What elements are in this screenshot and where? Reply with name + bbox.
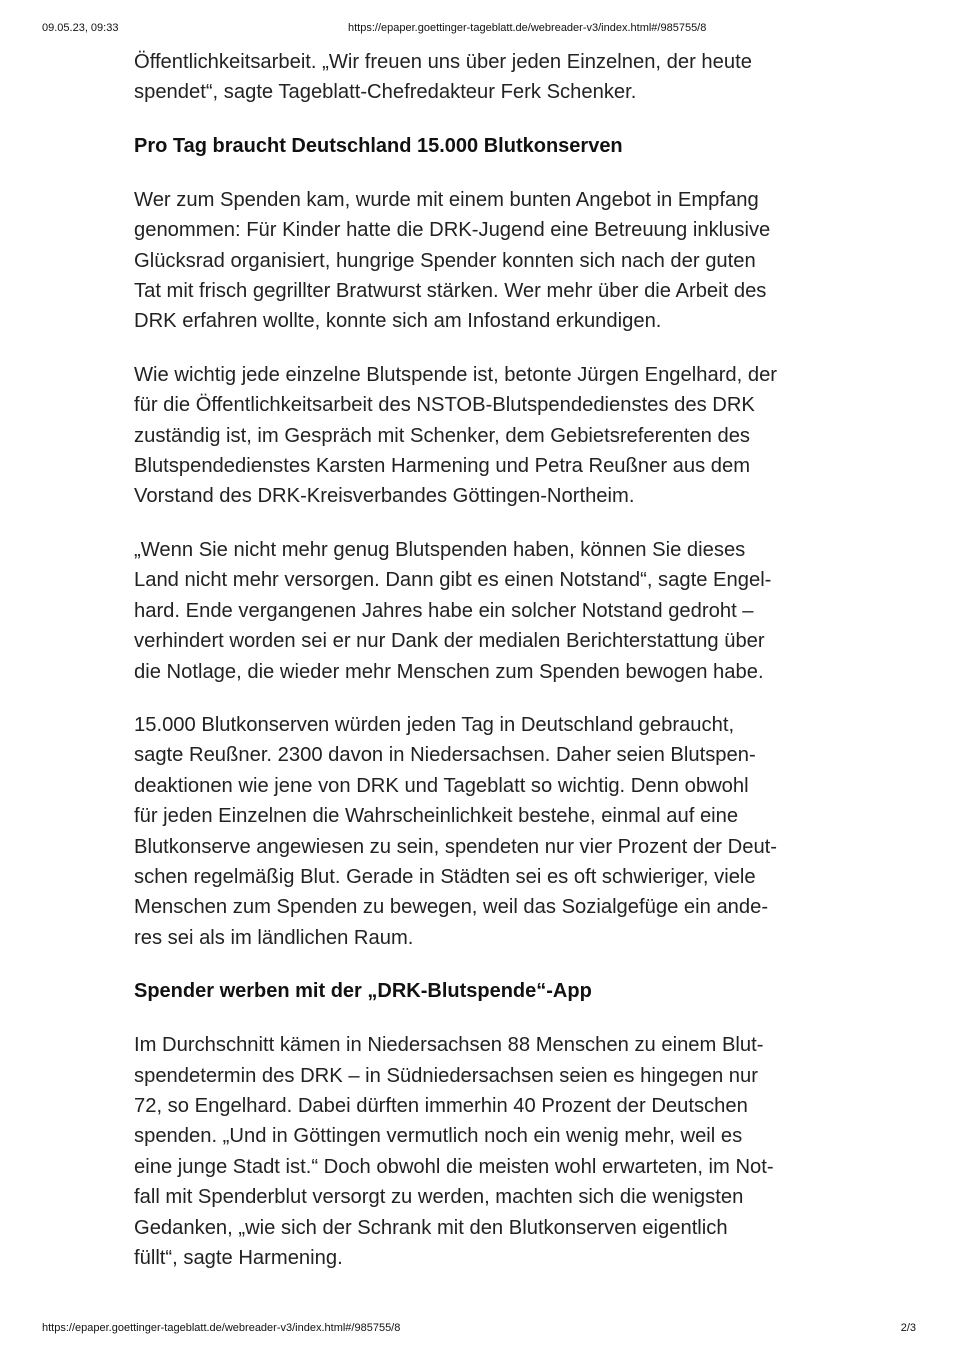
text-line: Land nicht mehr versorgen. Dann gibt es einen Notstand“, sagte Engel- xyxy=(134,569,772,592)
text-line: Blutkonserve angewiesen zu sein, spendeten nur vier Prozent der Deut- xyxy=(134,835,778,858)
text-line: die Notlage, die wieder mehr Menschen zum Spenden bewogen habe. xyxy=(134,660,764,683)
text-line: „Wenn Sie nicht mehr genug Blutspenden haben, können Sie dieses xyxy=(134,538,746,561)
paragraph-0 xyxy=(134,47,834,108)
subheading-app: Spender werben mit der „DRK-Blutspende“-App xyxy=(134,980,592,1003)
text-line: Blutspendedienstes Karsten Harmening und Petra Reußner aus dem xyxy=(134,455,751,478)
page-number: 2/3 xyxy=(900,1322,916,1334)
text-line: zuständig ist, im Gespräch mit Schenker, dem Gebietsreferenten des xyxy=(134,424,751,447)
text-line: eine junge Stadt ist.“ Doch obwohl die meisten wohl erwarteten, im Not- xyxy=(134,1155,774,1178)
text-line: Menschen zum Spenden zu bewegen, weil das Sozialgefüge ein ande- xyxy=(134,896,769,919)
text-line: schen regelmäßig Blut. Gerade in Städten sei es oft schwieriger, viele xyxy=(134,865,756,888)
paragraph-2 xyxy=(134,360,834,512)
footer-url[interactable]: https://epaper.goettinger-tageblatt.de/webreader-v3/index.html#/985755/8 xyxy=(42,1322,401,1334)
paragraph-1 xyxy=(134,185,834,337)
text-line: verhindert worden sei er nur Dank der medialen Berichterstattung über xyxy=(134,630,765,653)
text-line: spenden. „Und in Göttingen vermutlich noch ein wenig mehr, weil es xyxy=(134,1125,743,1148)
text-line: Im Durchschnitt kämen in Niedersachsen 88 Menschen zu einem Blut- xyxy=(134,1034,764,1057)
paragraph-3 xyxy=(134,535,834,687)
text-line: spendet“, sagte Tageblatt-Chefredakteur Ferk Schenker. xyxy=(134,81,637,104)
text-line: Glücksrad organisiert, hungrige Spender konnten sich nach der guten xyxy=(134,249,756,272)
text-line: für die Öffentlichkeitsarbeit des NSTOB-Blutspendedienstes des DRK xyxy=(134,394,755,417)
paragraph-5 xyxy=(134,1030,834,1273)
text-line: 15.000 Blutkonserven würden jeden Tag in Deutschland gebraucht, xyxy=(134,713,735,736)
text-line: res sei als im ländlichen Raum. xyxy=(134,926,414,949)
text-line: füllt“, sagte Harmening. xyxy=(134,1247,343,1269)
text-line: spendetermin des DRK – in Südniedersachsen seien es hingegen nur xyxy=(134,1064,758,1087)
article-body xyxy=(134,47,834,1296)
print-url[interactable]: https://epaper.goettinger-tageblatt.de/webreader-v3/index.html#/985755/8 xyxy=(348,22,707,34)
text-line: Gedanken, „wie sich der Schrank mit den Blutkonserven eigentlich xyxy=(134,1216,728,1239)
text-line: deaktionen wie jene von DRK und Tageblatt so wichtig. Denn obwohl xyxy=(134,774,749,797)
text-line: für jeden Einzelnen die Wahrscheinlichkeit bestehe, einmal auf eine xyxy=(134,805,739,828)
text-line: fall mit Spenderblut versorgt zu werden, machten sich die wenigsten xyxy=(134,1186,744,1209)
text-line: Vorstand des DRK-Kreisverbandes Göttingen-Northeim. xyxy=(134,485,635,508)
text-line: Tat mit frisch gegrillter Bratwurst stärken. Wer mehr über die Arbeit des xyxy=(134,280,767,303)
paragraph-4 xyxy=(134,710,834,953)
text-line: Wer zum Spenden kam, wurde mit einem bunten Angebot in Empfang xyxy=(134,188,759,211)
text-line: genommen: Für Kinder hatte die DRK-Jugend eine Betreuung inklusive xyxy=(134,219,771,242)
text-line: 72, so Engelhard. Dabei dürften immerhin 40 Prozent der Deutschen xyxy=(134,1094,748,1117)
subheading-blutkonserven: Pro Tag braucht Deutschland 15.000 Blutkonserven xyxy=(134,134,623,157)
text-line: Öffentlichkeitsarbeit. „Wir freuen uns über jeden Einzelnen, der heute xyxy=(134,51,752,73)
text-line: sagte Reußner. 2300 davon in Niedersachsen. Daher seien Blutspen- xyxy=(134,744,756,767)
text-line: DRK erfahren wollte, konnte sich am Infostand erkundigen. xyxy=(134,310,662,333)
print-datetime: 09.05.23, 09:33 xyxy=(42,22,119,34)
text-line: Wie wichtig jede einzelne Blutspende ist, betonte Jürgen Engelhard, der xyxy=(134,363,778,386)
text-line: hard. Ende vergangenen Jahres habe ein solcher Notstand gedroht – xyxy=(134,599,754,622)
